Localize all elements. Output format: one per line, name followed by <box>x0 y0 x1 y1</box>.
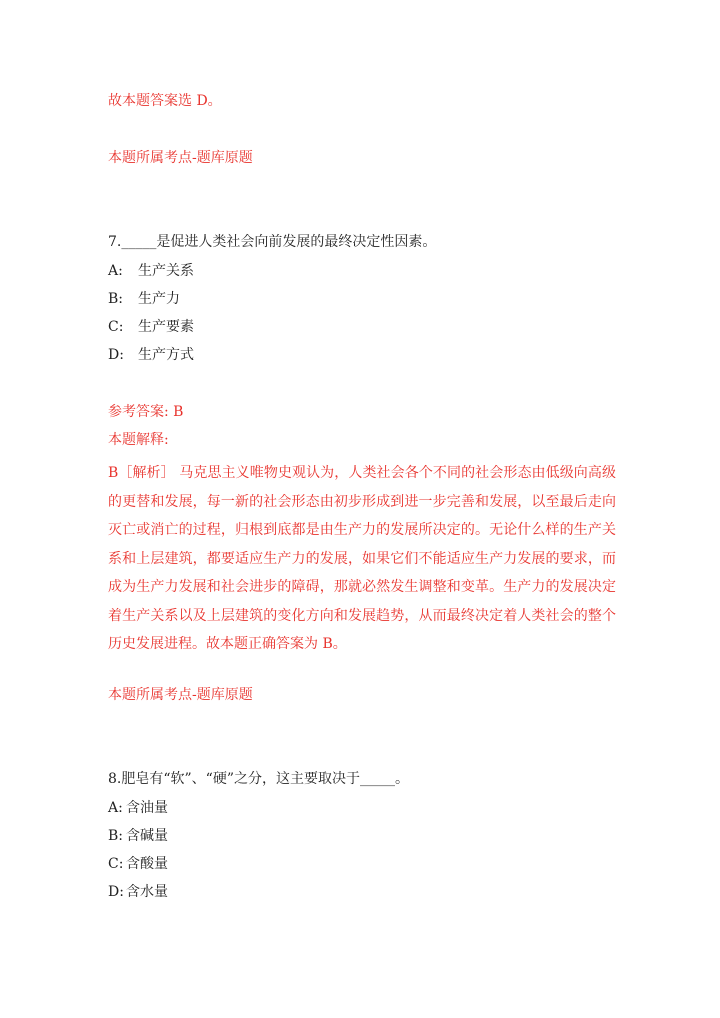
option-letter: B: <box>108 291 124 307</box>
q7-source-note: 本题所属考点-题库原题 <box>108 687 253 703</box>
q7-option-c <box>108 317 194 337</box>
option-text: 生产方式 <box>138 347 194 363</box>
option-text: 含油量 <box>126 800 168 816</box>
option-text: 含水量 <box>126 884 168 900</box>
option-text: 生产要素 <box>138 319 194 335</box>
question-7-stem: 7._____是促进人类社会向前发展的最终决定性因素。 <box>108 234 437 250</box>
q8-option-d <box>108 882 168 902</box>
q8-option-c <box>108 854 168 874</box>
option-letter: A: <box>108 263 123 279</box>
option-text: 生产关系 <box>138 263 194 279</box>
option-letter: B: <box>108 828 124 844</box>
option-letter: D: <box>108 347 124 363</box>
option-text: 含碱量 <box>126 828 168 844</box>
question-8-stem: 8.肥皂有“软”、“硬”之分，这主要取决于_____。 <box>108 771 409 787</box>
prev-answer-conclusion: 故本题答案选 D。 <box>108 93 222 109</box>
q7-option-b <box>108 289 180 309</box>
q8-option-a <box>108 798 168 818</box>
prev-source-note: 本题所属考点-题库原题 <box>108 150 253 166</box>
option-letter: C: <box>108 319 124 335</box>
option-text: 生产力 <box>138 291 180 307</box>
q7-answer-label: 参考答案: B <box>108 404 184 420</box>
option-text: 含酸量 <box>126 856 168 872</box>
q7-option-a <box>108 261 194 281</box>
q7-explain-label: 本题解释: <box>108 432 169 448</box>
q7-option-d <box>108 345 194 365</box>
option-letter: D: <box>108 884 124 900</box>
option-letter: C: <box>108 856 124 872</box>
q7-explanation: B［解析］ 马克思主义唯物史观认为，人类社会各个不同的社会形态由低级向高级的更替和发展，每一新的社会形态由初步形成到进一步完善和发展，以至最后走向灭亡或消亡的过程，归根到底都是由生产力的发展所决定的。无论什么样的生产关系和上层建筑，都要适应生产力的发展，如果它们不能适应生产力发展的要求，而成为生产力发展和社会进步的障碍，那就必然发生调整和变革。生产力的发展决定着生产关系以及上层建筑的变化方向和发展趋势，从而最终决定着人类社会的整个历史发展进程。故本题正确答案为 B。 <box>108 465 616 652</box>
q8-option-b <box>108 826 168 846</box>
option-letter: A: <box>108 800 123 816</box>
